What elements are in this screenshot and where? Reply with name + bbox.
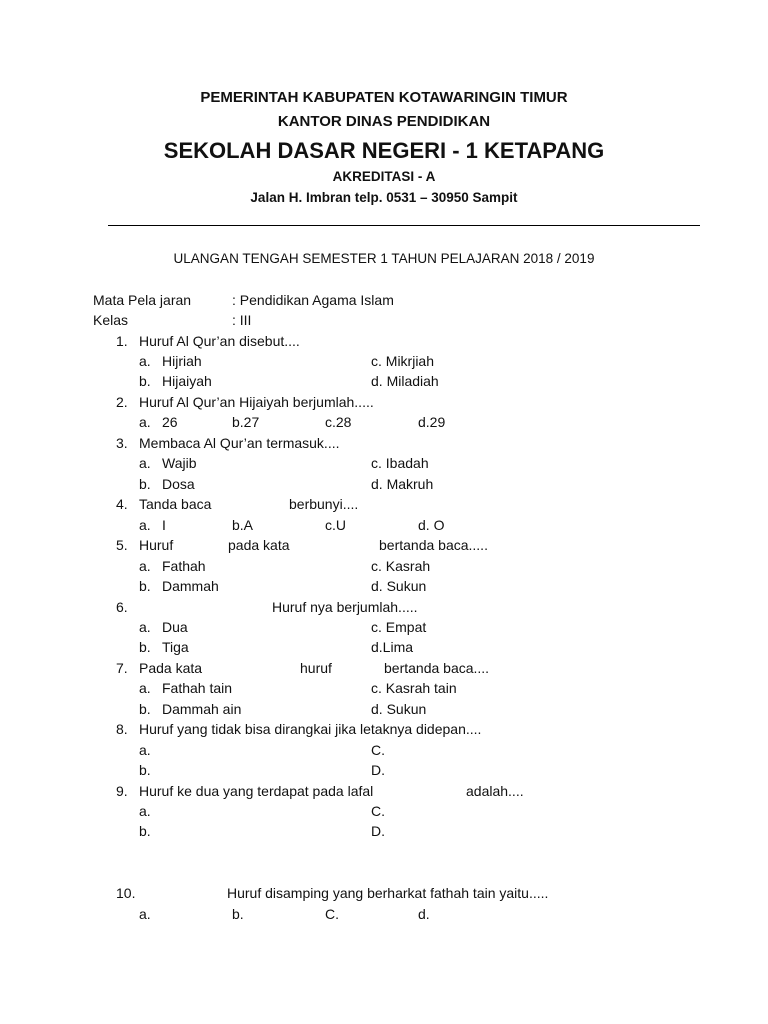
option-letter: b. [139,373,151,389]
option-text: 26 [162,414,178,430]
option-text: c. Kasrah [371,558,431,574]
option-text: Fathah [162,558,206,574]
option-text: c.28 [325,414,352,430]
question-number: 10. [116,885,136,901]
option-text: Dammah ain [162,701,242,717]
option-letter: a. [139,414,151,430]
option-text: d. O [418,517,445,533]
question-text: bertanda baca..... [379,537,488,553]
question-text: adalah.... [466,783,524,799]
exam-title: ULANGAN TENGAH SEMESTER 1 TAHUN PELAJARAN 2018 / 2019 [173,251,595,266]
option-text: Hijriah [162,353,202,369]
option-letter: a. [139,803,151,819]
option-text: d. Sukun [371,578,427,594]
option-letter: D. [371,762,385,778]
option-text: b.A [232,517,254,533]
option-letter: b. [139,476,151,492]
question-text: Huruf ke dua yang terdapat pada lafal [139,783,374,799]
question-number: 9. [116,783,128,799]
option-letter: b. [139,762,151,778]
option-letter: b. [139,639,151,655]
accreditation: AKREDITASI - A [332,169,436,184]
question-number: 7. [116,660,128,676]
question-text: Pada kata [139,660,203,676]
option-text: d. Miladiah [371,373,439,389]
option-text: Fathah tain [162,680,233,696]
class-value: : III [232,312,252,328]
question-text: Membaca Al Qur’an termasuk.... [139,435,340,451]
option-letter: D. [371,823,385,839]
option-letter: C. [325,906,339,922]
question-number: 5. [116,537,128,553]
option-text: c. Kasrah tain [371,680,457,696]
school-address: Jalan H. Imbran telp. 0531 – 30950 Sampit [250,190,518,205]
option-letter: b. [139,701,151,717]
option-letter: b. [232,906,244,922]
question-text: Huruf yang tidak bisa dirangkai jika letaknya didepan.... [139,721,482,737]
question-text: Huruf [139,537,174,553]
question-text: Huruf Al Qur’an disebut.... [139,333,300,349]
option-letter: C. [371,742,385,758]
class-label: Kelas [93,312,129,328]
subject-label: Mata Pela jaran [93,292,192,308]
option-text: Dosa [162,476,195,492]
header-government: PEMERINTAH KABUPATEN KOTAWARINGIN TIMUR [200,89,568,106]
option-text: Hijaiyah [162,373,212,389]
option-letter: a. [139,906,151,922]
question-number: 4. [116,496,128,512]
option-letter: a. [139,742,151,758]
option-text: Dua [162,619,188,635]
question-text: huruf [300,660,332,676]
option-letter: a. [139,680,151,696]
option-letter: a. [139,455,151,471]
question-text: Huruf nya berjumlah..... [272,599,418,615]
question-text: pada kata [228,537,290,553]
option-text: c. Mikrjiah [371,353,435,369]
option-text: Tiga [162,639,189,655]
question-text: Tanda baca [139,496,212,512]
school-name: SEKOLAH DASAR NEGERI - 1 KETAPANG [163,138,605,163]
question-number: 1. [116,333,128,349]
subject-value: : Pendidikan Agama Islam [232,292,394,308]
option-text: Dammah [162,578,219,594]
question-number: 8. [116,721,128,737]
option-letter: b. [139,578,151,594]
option-text: I [162,517,166,533]
header-divider [108,225,700,226]
option-text: d. Sukun [371,701,427,717]
question-number: 6. [116,599,128,615]
question-text: Huruf Al Qur’an Hijaiyah berjumlah..... [139,394,374,410]
option-text: Wajib [162,455,197,471]
option-letter: a. [139,353,151,369]
option-text: d.29 [418,414,446,430]
option-text: d.Lima [371,639,414,655]
option-text: c. Empat [371,619,427,635]
option-text: d. Makruh [371,476,434,492]
header-office: KANTOR DINAS PENDIDIKAN [277,113,491,130]
question-text: bertanda baca.... [384,660,490,676]
option-letter: a. [139,517,151,533]
option-letter: a. [139,558,151,574]
option-letter: d. [418,906,430,922]
option-letter: C. [371,803,385,819]
question-number: 3. [116,435,128,451]
option-text: c.U [325,517,346,533]
option-letter: a. [139,619,151,635]
question-text: Huruf disamping yang berharkat fathah tain yaitu..... [227,885,549,901]
option-text: b.27 [232,414,260,430]
option-text: c. Ibadah [371,455,429,471]
question-text: berbunyi.... [289,496,359,512]
option-letter: b. [139,823,151,839]
question-number: 2. [116,394,128,410]
